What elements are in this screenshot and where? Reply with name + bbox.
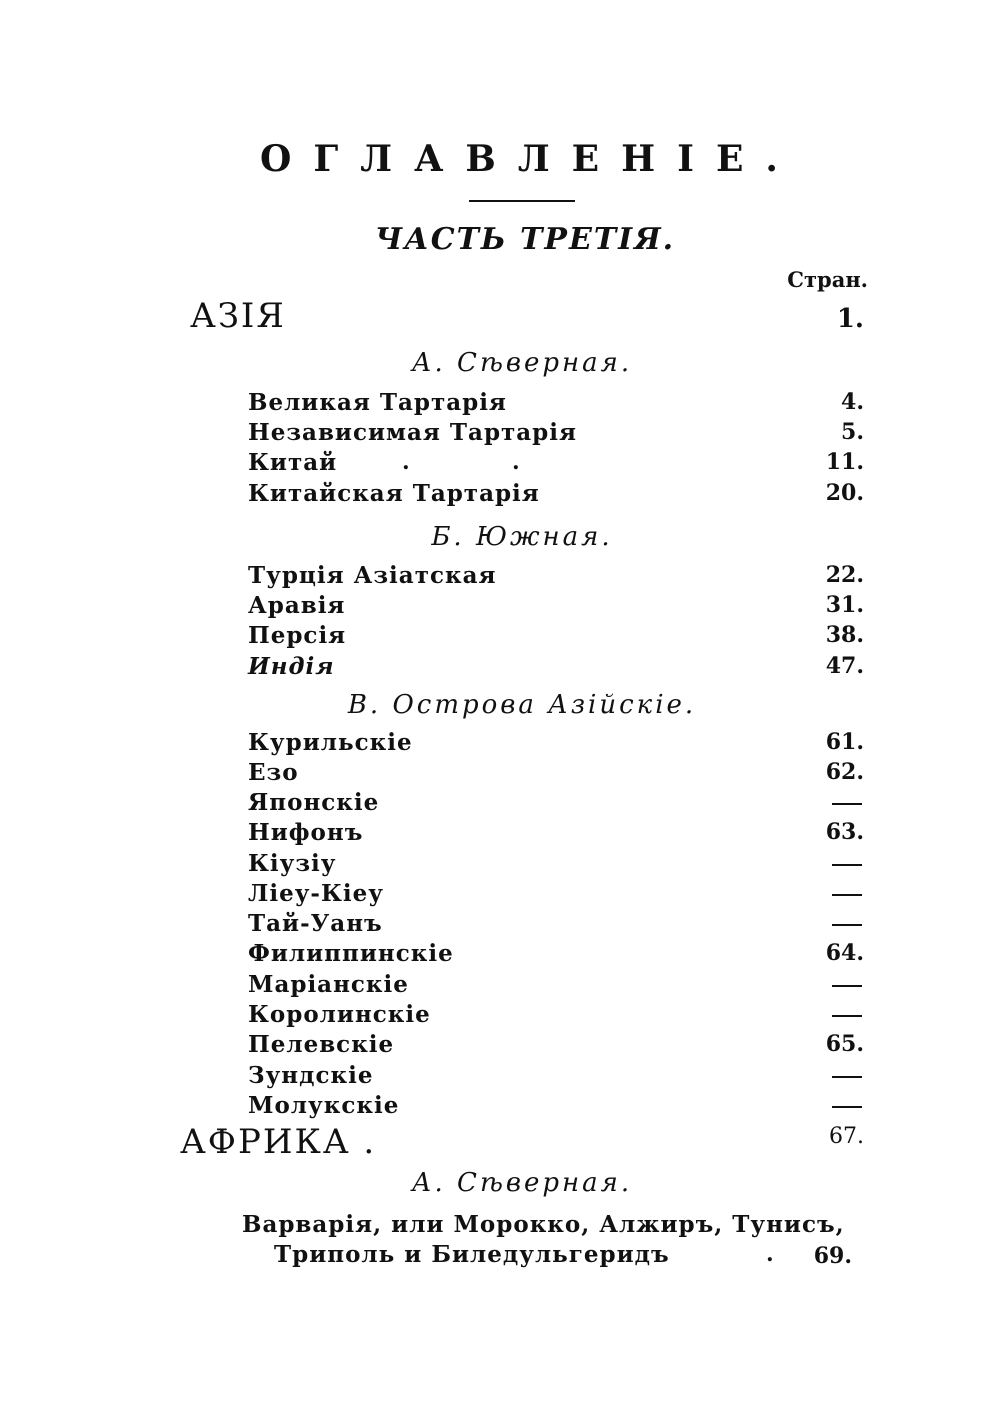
toc-entry-name: Королинскіе [248, 1001, 431, 1028]
toc-entry-page: 61. [825, 729, 864, 755]
leader-dot: . [766, 1241, 774, 1267]
toc-entry-page: 5. [841, 419, 864, 445]
ditto-dash [832, 894, 862, 896]
page-title: ОГЛАВЛЕНІЕ. [260, 138, 800, 180]
ditto-dash [832, 864, 862, 866]
toc-entry-name: Пелевскіе [248, 1031, 395, 1058]
toc-entry-name: Курильскіе [248, 729, 413, 756]
toc-entry-page: 22. [825, 562, 864, 588]
toc-entry-name: Тай-Уанъ [248, 910, 383, 937]
toc-entry-name: Маріанскіе [248, 971, 409, 998]
toc-entry-page: 47. [825, 653, 864, 679]
toc-entry-name: Филиппинскіе [248, 940, 454, 967]
toc-entry-name: Кіузіу [248, 850, 337, 877]
toc-entry-page: 63. [825, 819, 864, 845]
ditto-dash [832, 985, 862, 987]
page-column-heading: Стран. [787, 267, 868, 292]
subsection-asia-islands: В. Острова Азійскіе. [347, 690, 697, 720]
toc-entry-page: 64. [825, 940, 864, 966]
ditto-dash [832, 1106, 862, 1108]
toc-entry-name-line2: Триполь и Биледульгеридъ [274, 1241, 670, 1268]
toc-entry-page: 20. [825, 480, 864, 506]
ditto-dash [832, 924, 862, 926]
toc-entry-name: Индія [248, 653, 335, 680]
toc-entry-name: Зундскіе [248, 1062, 374, 1089]
toc-entry-page: 38. [825, 622, 864, 648]
toc-entry-name: Персія [248, 622, 347, 649]
toc-entry-name: Нифонъ [248, 819, 364, 846]
toc-entry-name: Молукскіе [248, 1092, 400, 1119]
toc-entry-page: 4. [841, 389, 864, 415]
toc-entry-name: Независимая Тартарія [248, 419, 577, 446]
toc-entry-name: Китайская Тартарія [248, 480, 540, 507]
toc-entry-page: 62. [825, 759, 864, 785]
toc-entry-page: 69. [813, 1243, 852, 1269]
section-asia-page: 1. [836, 304, 864, 334]
toc-entry-name: Езо [248, 759, 299, 786]
toc-entry-name-line1: Варварія, или Морокко, Алжиръ, Тунисъ, [242, 1211, 845, 1238]
subsection-asia-north: А. Сѣверная. [411, 348, 633, 378]
toc-entry-name: Китай [248, 449, 338, 476]
subsection-africa-north: А. Сѣверная. [411, 1168, 633, 1198]
section-africa-label: АФРИКА . [180, 1122, 377, 1162]
toc-entry-name: Ліеу-Кіеу [248, 880, 384, 907]
toc-entry-name: Аравія [248, 592, 346, 619]
leader-dot: . [512, 449, 520, 475]
section-africa-page: 67. [829, 1124, 864, 1149]
ditto-dash [832, 1015, 862, 1017]
ditto-dash [832, 803, 862, 805]
toc-entry-page: 65. [825, 1031, 864, 1057]
part-heading: ЧАСТЬ ТРЕТІЯ. [374, 222, 676, 257]
leader-dot: . [402, 449, 410, 475]
toc-entry-name: Турція Азіатская [248, 562, 497, 589]
toc-entry-name: Японскіе [248, 789, 380, 816]
toc-entry-page: 31. [825, 592, 864, 618]
toc-entry-name: Великая Тартарія [248, 389, 507, 416]
title-rule [469, 200, 575, 202]
section-asia-label: АЗІЯ [190, 296, 286, 336]
ditto-dash [832, 1076, 862, 1078]
subsection-asia-south: Б. Южная. [431, 522, 613, 552]
toc-entry-page: 11. [825, 449, 864, 475]
